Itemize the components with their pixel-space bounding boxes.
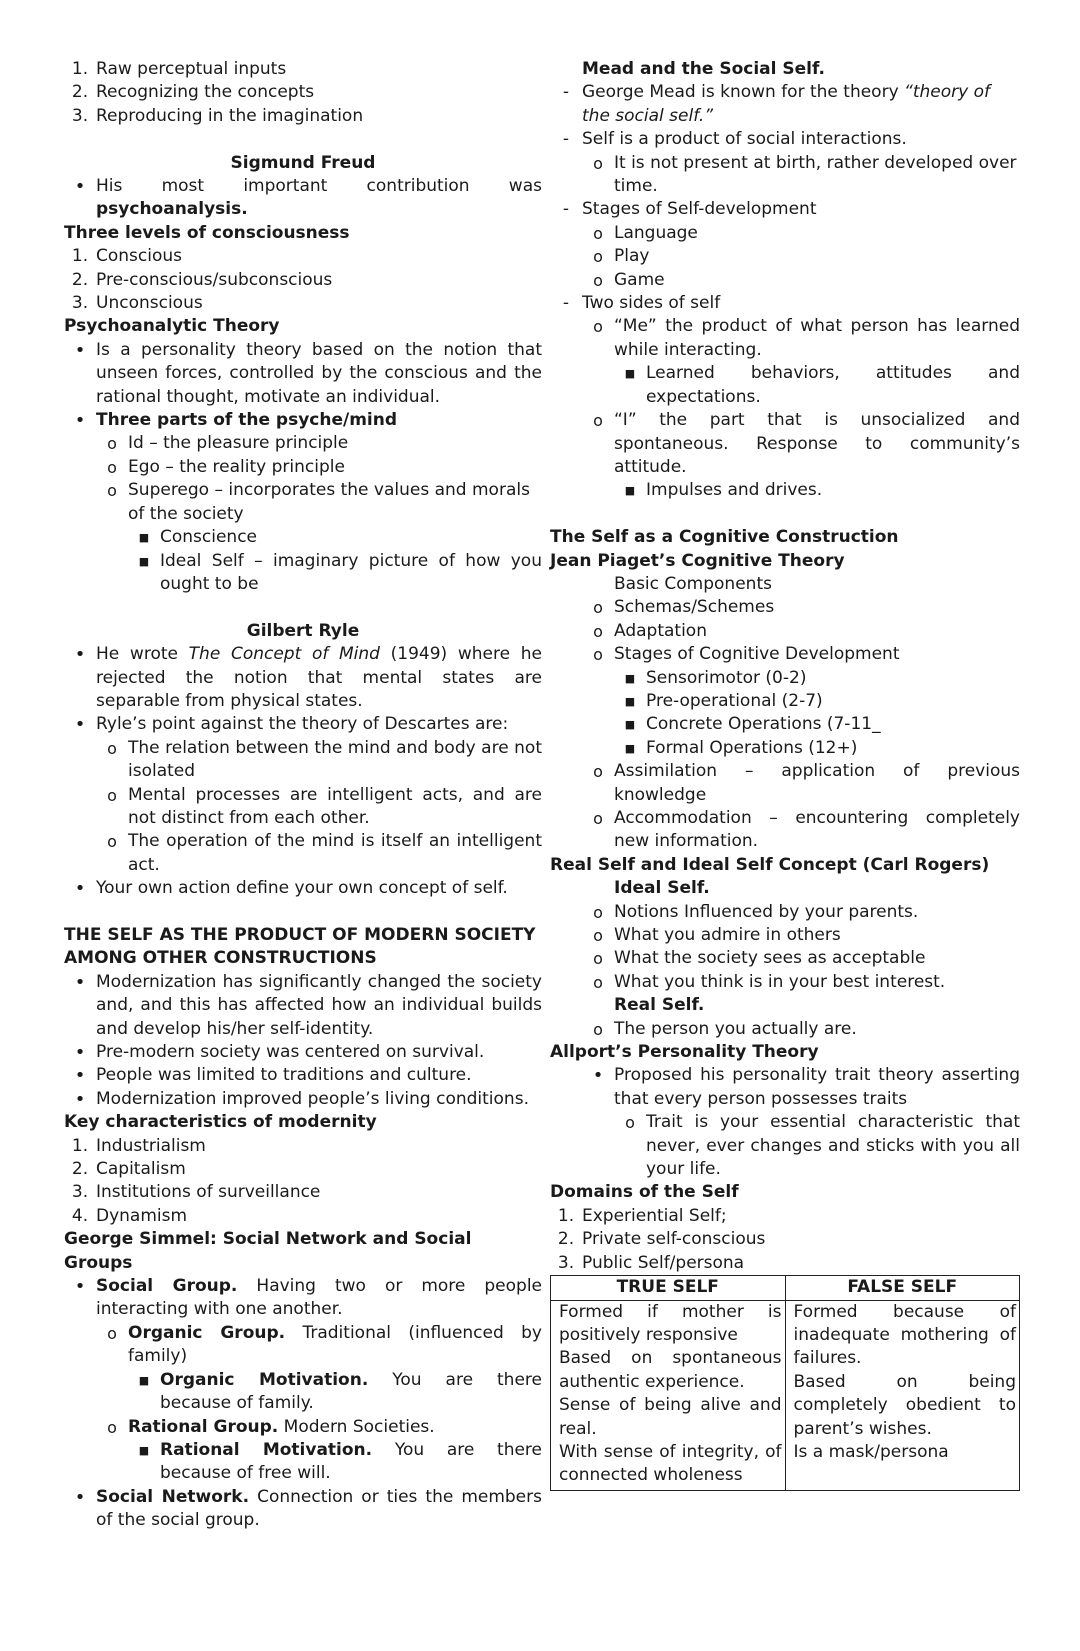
list-item: 2. Capitalism [71, 1159, 186, 1180]
bullet-icon: • [74, 339, 86, 361]
list-item: • Pre-modern society was centered on survival. [64, 1041, 542, 1064]
false-self-header: FALSE SELF [785, 1276, 1020, 1300]
left-column [64, 58, 542, 1533]
list-item: 1. Experiential Self; [557, 1205, 727, 1226]
list-item: 4. Dynamism [71, 1205, 188, 1226]
list-item: o What you think is in your best interest. [582, 971, 1020, 994]
circle-bullet-icon: o [593, 972, 603, 992]
circle-bullet-icon: o [593, 808, 603, 828]
list-item: ■ Organic Motivation. You are there because of family. [128, 1369, 542, 1416]
list-item: • Social Group. Having two or more people interacting with one another. [64, 1275, 542, 1322]
circle-bullet-icon: o [593, 926, 603, 946]
list-item: • People was limited to traditions and culture. [64, 1064, 542, 1087]
square-bullet-icon: ■ [624, 741, 636, 755]
bullet-icon: • [74, 1042, 86, 1064]
freud-heading: Sigmund Freud [230, 152, 376, 173]
list-item: ■ Concrete Operations (7-11_ [614, 713, 1020, 736]
list-item: o Game [582, 269, 1020, 292]
list-item: o Mental processes are intelligent acts, and are not distinct from each other. [96, 784, 542, 831]
square-bullet-icon: ■ [138, 1373, 150, 1387]
bullet-icon: • [74, 714, 86, 736]
basic-components: Basic Components [614, 573, 772, 594]
list-item: o Language [582, 222, 1020, 245]
list-item: 1. Conscious [71, 246, 183, 267]
perception-steps [64, 58, 542, 128]
key-heading: Key characteristics of modernity [64, 1112, 377, 1133]
real-self-heading: Real Self. [614, 995, 705, 1016]
true-self-cell: Formed if mother is positively responsive Based on spontaneous authentic experience. Sense of being alive and real. With sense of integrity, of connected wholeness [551, 1300, 786, 1490]
bullet-icon: • [74, 1088, 86, 1110]
square-bullet-icon: ■ [138, 554, 150, 568]
bullet-icon: • [74, 176, 86, 198]
ryle-heading: Gilbert Ryle [246, 620, 360, 641]
list-item: o Trait is your essential characteristic that never, ever changes and sticks with you all your life. [614, 1111, 1020, 1181]
list-item: ■ Formal Operations (12+) [614, 737, 1020, 760]
list-item: o The operation of the mind is itself an intelligent act. [96, 830, 542, 877]
circle-bullet-icon: o [593, 153, 603, 173]
list-item: - Self is a product of social interactions. [550, 128, 1020, 151]
list-item: o Ego – the reality principle [96, 456, 542, 479]
square-bullet-icon: ■ [624, 484, 636, 498]
modern-heading: THE SELF AS THE PRODUCT OF MODERN SOCIETY AMONG OTHER CONSTRUCTIONS [64, 924, 536, 969]
list-item: o What the society sees as acceptable [582, 947, 1020, 970]
list-item: o Assimilation – application of previous knowledge [582, 760, 1020, 807]
bullet-icon: • [74, 410, 86, 432]
square-bullet-icon: ■ [138, 1443, 150, 1457]
circle-bullet-icon: o [593, 1019, 603, 1039]
list-item: o Accommodation – encountering completely new information. [582, 807, 1020, 854]
dash-bullet-icon: - [562, 199, 570, 220]
rogers-heading: Real Self and Ideal Self Concept (Carl Rogers) [550, 854, 990, 875]
circle-bullet-icon: o [593, 762, 603, 782]
list-item: • Social Network. Connection or ties the members of the social group. [64, 1486, 542, 1533]
list-item: 2. Private self-conscious [557, 1229, 766, 1250]
levels-heading: Three levels of consciousness [64, 222, 350, 243]
list-item: • He wrote The Concept of Mind (1949) where he rejected the notion that mental states are separable from physical states. [64, 643, 542, 713]
list-item: o “Me” the product of what person has learned while interacting. [582, 315, 1020, 362]
true-self-header: TRUE SELF [551, 1276, 786, 1300]
square-bullet-icon: ■ [624, 367, 636, 381]
list-item: - Two sides of self [550, 292, 1020, 315]
circle-bullet-icon: o [593, 270, 603, 290]
bullet-icon: • [74, 878, 86, 900]
list-item: ■ Ideal Self – imaginary picture of how you ought to be [128, 550, 542, 597]
piaget-heading: Jean Piaget’s Cognitive Theory [550, 550, 845, 571]
list-item: o Stages of Cognitive Development [582, 643, 1020, 666]
false-self-cell: Formed because of inadequate mothering of failures. Based on being completely obedient to parent’s wishes. Is a mask/persona [785, 1300, 1020, 1490]
list-item: • Modernization has significantly changed the society and, and this has affected how an individual builds and develop his/her self-identity. [64, 971, 542, 1041]
circle-bullet-icon: o [107, 832, 117, 852]
square-bullet-icon: ■ [624, 694, 636, 708]
bullet-icon: • [74, 971, 86, 993]
list-item: ■ Pre-operational (2-7) [614, 690, 1020, 713]
circle-bullet-icon: o [593, 247, 603, 267]
table-header-row [551, 1276, 1020, 1300]
list-item: ■ Impulses and drives. [614, 479, 1020, 502]
list-item: 2. Recognizing the concepts [71, 82, 315, 103]
simmel-heading: George Simmel: Social Network and Social Groups [64, 1229, 472, 1273]
circle-bullet-icon: o [107, 1323, 117, 1343]
list-item: 1. Industrialism [71, 1135, 206, 1156]
list-item: 2. Pre-conscious/subconscious [71, 269, 333, 290]
dash-bullet-icon: - [562, 129, 570, 150]
list-item: 3. Unconscious [71, 293, 203, 314]
dash-bullet-icon: - [562, 82, 570, 103]
circle-bullet-icon: o [107, 457, 117, 477]
bullet-icon: • [74, 1276, 86, 1298]
list-item: • Ryle’s point against the theory of Descartes are: [64, 713, 542, 736]
allport-heading: Allport’s Personality Theory [550, 1042, 819, 1063]
list-item: o Play [582, 245, 1020, 268]
ideal-self-heading: Ideal Self. [614, 878, 710, 899]
list-item: ■ Learned behaviors, attitudes and expectations. [614, 362, 1020, 409]
list-item: 3. Reproducing in the imagination [71, 105, 364, 126]
list-item: - Stages of Self-development [550, 198, 1020, 221]
list-item: - George Mead is known for the theory “theory of the social self.” [550, 81, 1020, 128]
list-item: 3. Institutions of surveillance [71, 1182, 321, 1203]
list-item: • Proposed his personality trait theory asserting that every person possesses traits [550, 1064, 1020, 1111]
list-item: o Schemas/Schemes [582, 596, 1020, 619]
mead-heading: Mead and the Social Self. [582, 59, 825, 79]
list-item: o Rational Group. Modern Societies. [96, 1416, 542, 1439]
list-item: o The relation between the mind and body are not isolated [96, 737, 542, 784]
list-item: o Organic Group. Traditional (influenced by family) [96, 1322, 542, 1369]
bullet-icon: • [592, 1065, 604, 1087]
circle-bullet-icon: o [593, 223, 603, 243]
circle-bullet-icon: o [593, 645, 603, 665]
list-item: ■ Rational Motivation. You are there because of free will. [128, 1439, 542, 1486]
circle-bullet-icon: o [107, 1417, 117, 1437]
list-item: ■ Conscience [128, 526, 542, 549]
circle-bullet-icon: o [107, 785, 117, 805]
list-item: o Superego – incorporates the values and morals of the society [96, 479, 542, 526]
circle-bullet-icon: o [593, 949, 603, 969]
circle-bullet-icon: o [593, 411, 603, 431]
square-bullet-icon: ■ [624, 718, 636, 732]
table-row [551, 1300, 1020, 1490]
list-item: 3. Public Self/persona [557, 1252, 745, 1273]
list-item: • Your own action define your own concept of self. [64, 877, 542, 900]
list-item: 1. Raw perceptual inputs [71, 59, 287, 79]
circle-bullet-icon: o [593, 621, 603, 641]
circle-bullet-icon: o [625, 1113, 635, 1133]
list-item: • Three parts of the psyche/mind [64, 409, 542, 432]
circle-bullet-icon: o [107, 434, 117, 454]
list-item: • Modernization improved people’s living conditions. [64, 1088, 542, 1111]
dash-bullet-icon: - [562, 293, 570, 314]
circle-bullet-icon: o [593, 317, 603, 337]
list-item: o Notions Influenced by your parents. [582, 901, 1020, 924]
list-item: o “I” the part that is unsocialized and spontaneous. Response to community’s attitude. [582, 409, 1020, 479]
list-item: o Adaptation [582, 620, 1020, 643]
list-item: o Id – the pleasure principle [96, 432, 542, 455]
bullet-icon: • [74, 1065, 86, 1087]
circle-bullet-icon: o [593, 902, 603, 922]
circle-bullet-icon: o [107, 481, 117, 501]
true-false-self-table [550, 1275, 1020, 1491]
list-item: o It is not present at birth, rather developed over time. [582, 152, 1020, 199]
list-item: o The person you actually are. [582, 1018, 1020, 1041]
cognitive-heading: The Self as a Cognitive Construction [550, 527, 899, 548]
list-item: • His most important contribution was psychoanalysis. [64, 175, 542, 222]
right-column [550, 58, 1020, 1491]
bullet-icon: • [74, 644, 86, 666]
list-item: o What you admire in others [582, 924, 1020, 947]
circle-bullet-icon: o [593, 598, 603, 618]
list-item: ■ Sensorimotor (0-2) [614, 667, 1020, 690]
circle-bullet-icon: o [107, 738, 117, 758]
bullet-icon: • [74, 1486, 86, 1508]
square-bullet-icon: ■ [624, 671, 636, 685]
domains-heading: Domains of the Self [550, 1182, 739, 1203]
theory-heading: Psychoanalytic Theory [64, 316, 280, 337]
square-bullet-icon: ■ [138, 531, 150, 545]
list-item: • Is a personality theory based on the notion that unseen forces, controlled by the conscious and the rational thought, motivate an individual. [64, 339, 542, 409]
